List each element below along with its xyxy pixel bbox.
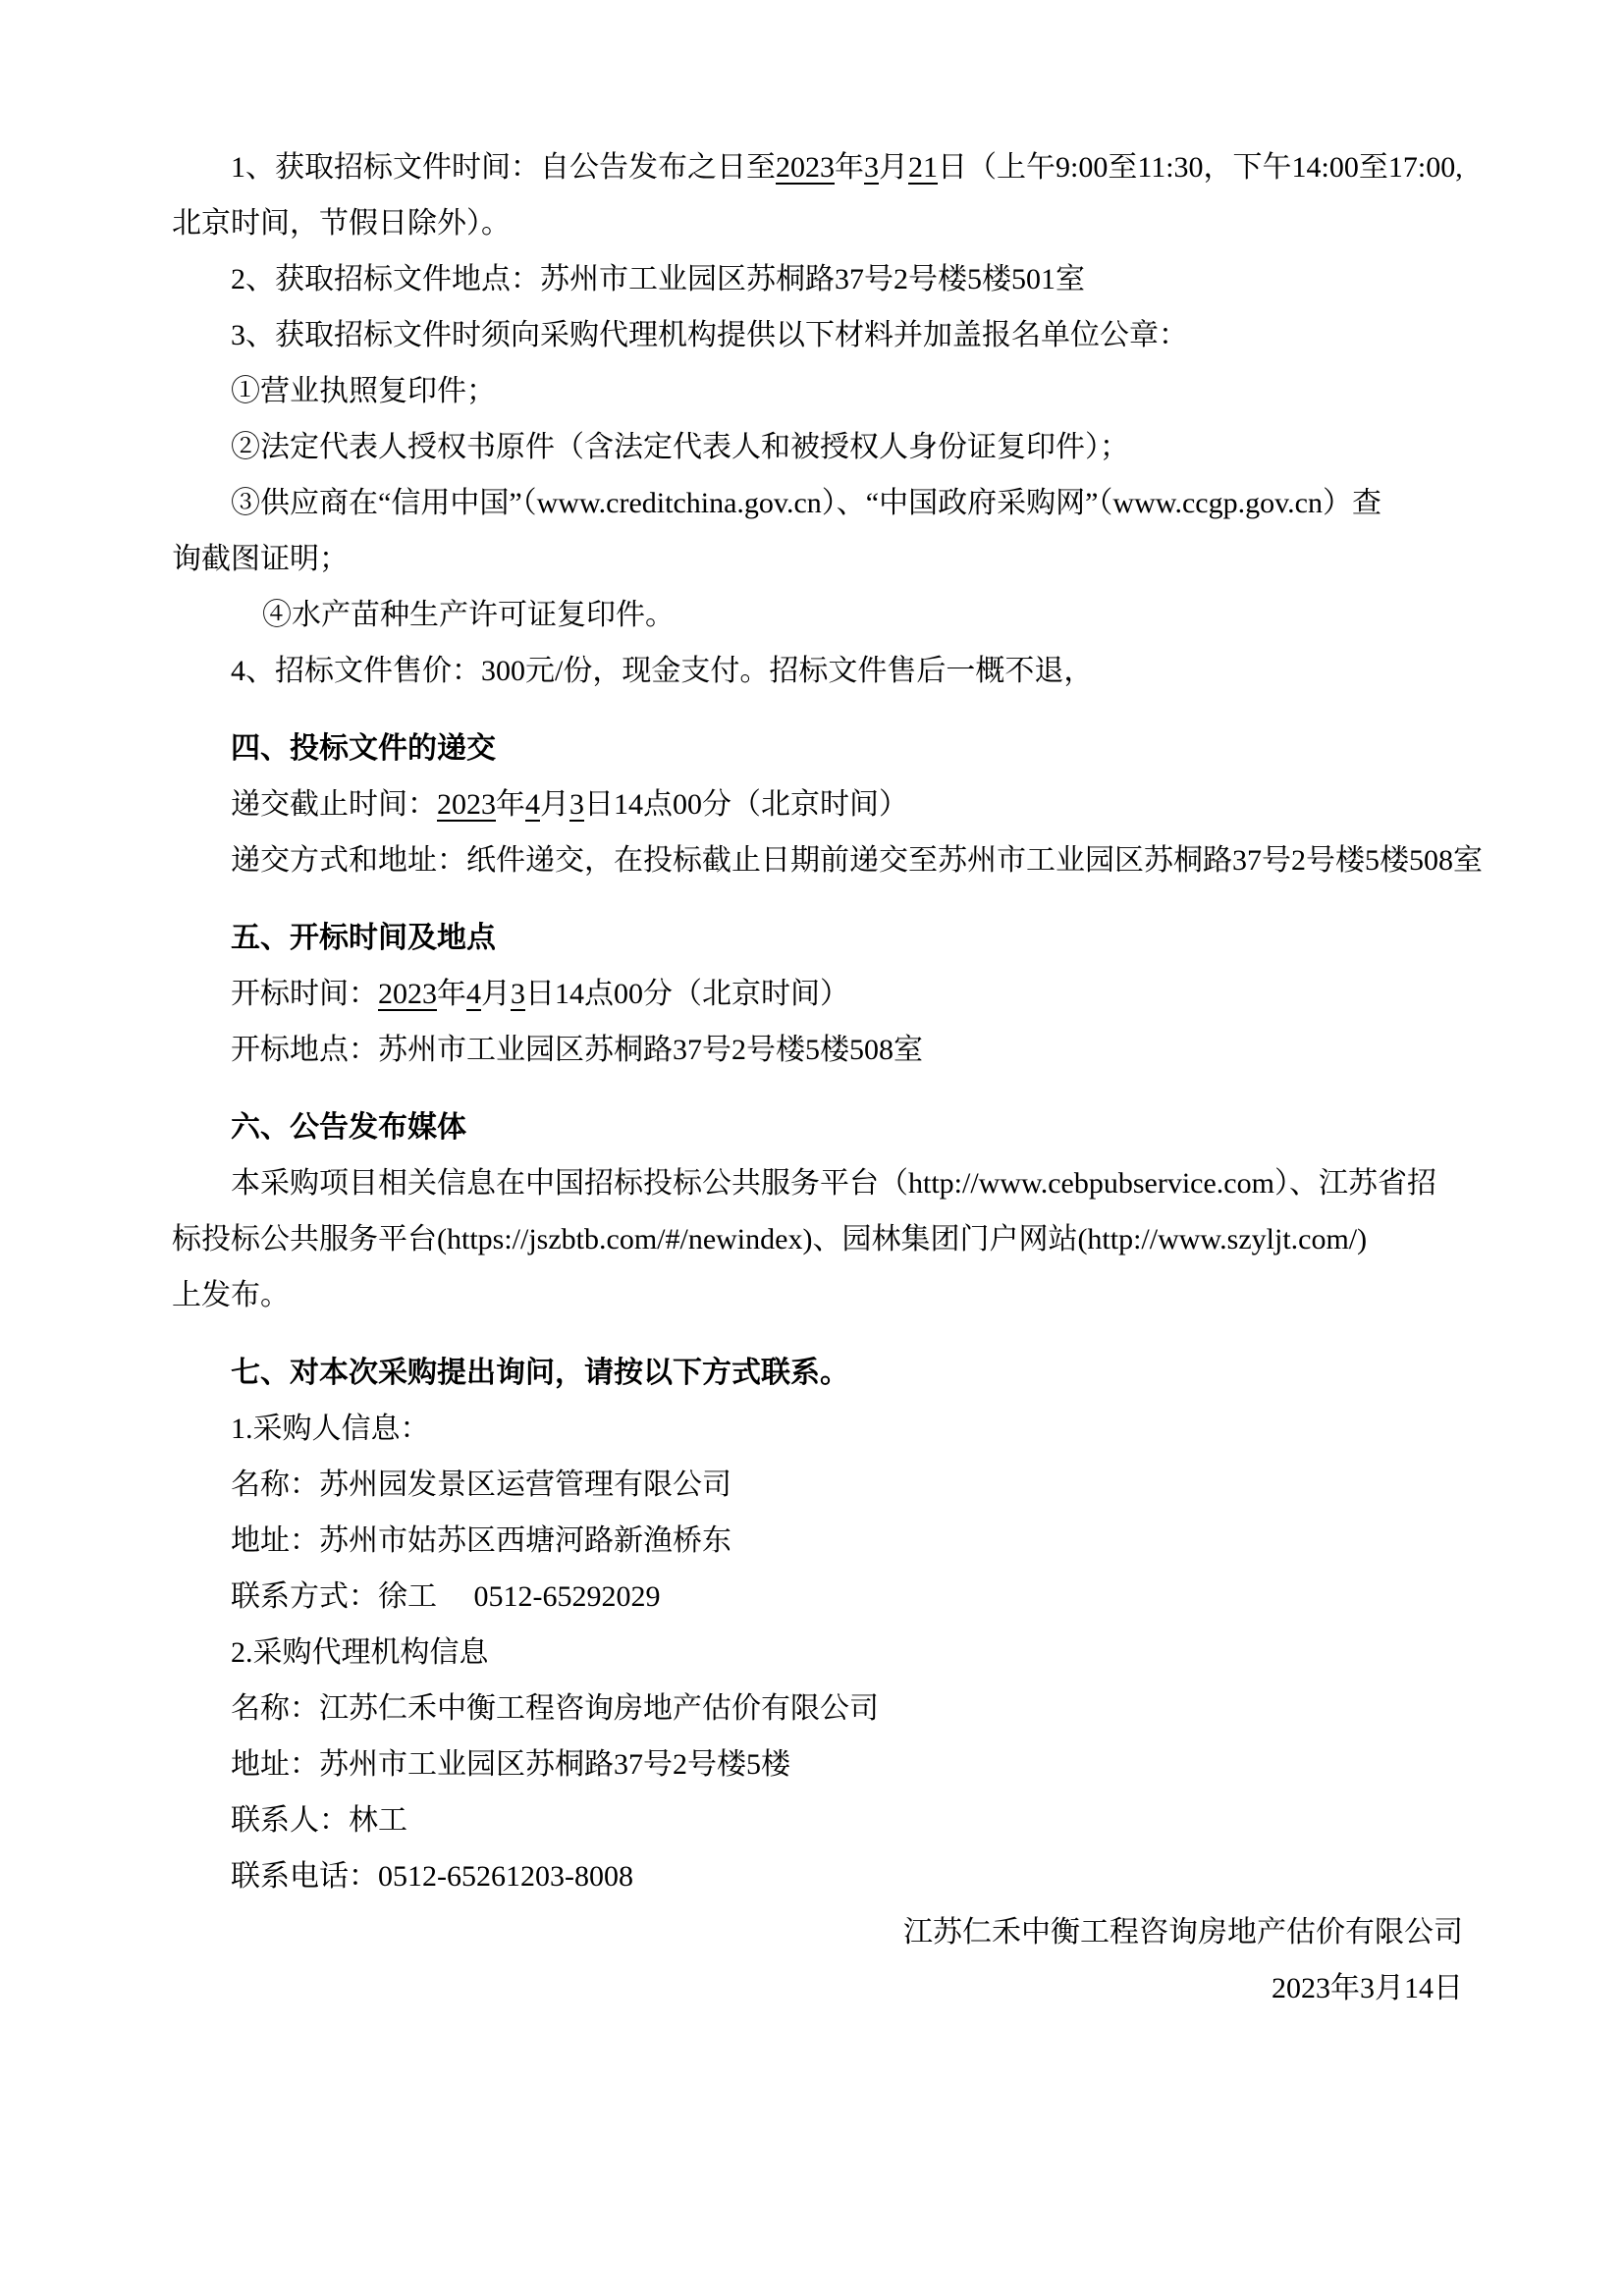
text-run: 名称：江苏仁禾中衡工程咨询房地产估价有限公司	[231, 1692, 879, 1725]
text-run: 日14点00分（北京时间）	[525, 978, 849, 1010]
text-run: 七、对本次采购提出询问，请按以下方式联系。	[231, 1357, 849, 1389]
item-3-sub-4	[172, 587, 1463, 643]
item-3	[172, 307, 1463, 363]
agency-name	[172, 1681, 1463, 1736]
underlined-text-run: 3	[569, 788, 584, 821]
underlined-text-run: 2023	[378, 978, 437, 1010]
submission-deadline	[172, 776, 1463, 832]
heading-section-5	[172, 910, 1463, 966]
text-run: 3、获取招标文件时须向采购代理机构提供以下材料并加盖报名单位公章：	[231, 319, 1188, 351]
text-run: 1.采购人信息：	[231, 1413, 430, 1445]
signature-date	[172, 1960, 1463, 2016]
underlined-text-run: 4	[466, 978, 481, 1010]
text-run: 六、公告发布媒体	[231, 1111, 466, 1144]
text-run: 年	[437, 978, 466, 1010]
purchaser-address	[172, 1513, 1463, 1569]
media-line1	[172, 1155, 1463, 1211]
purchaser-info-title	[172, 1401, 1463, 1457]
purchaser-contact	[172, 1569, 1463, 1625]
item-2	[172, 251, 1463, 307]
text-run: 2.采购代理机构信息	[231, 1636, 489, 1669]
text-run: 2023年3月14日	[1272, 1972, 1463, 2004]
media-line2	[172, 1211, 1463, 1267]
item-3-sub-1	[172, 363, 1463, 419]
item-3-sub-2	[172, 419, 1463, 475]
bid-opening-time	[172, 966, 1463, 1022]
text-run: 开标时间：	[231, 978, 378, 1010]
text-run: 标投标公共服务平台(https://jszbtb.com/#/newindex)、园林集团门户网站(http://www.szyljt.com/)	[172, 1223, 1368, 1255]
heading-section-7	[172, 1345, 1463, 1401]
bid-opening-place	[172, 1022, 1463, 1078]
text-run: 月	[540, 788, 569, 821]
submission-method-address	[172, 832, 1483, 888]
heading-section-4	[172, 721, 1463, 776]
text-run: 2、获取招标文件地点：苏州市工业园区苏桐路37号2号楼5楼501室	[231, 263, 1085, 295]
text-run: 联系方式：徐工 0512-65292029	[231, 1580, 661, 1613]
text-run: 日（上午9:00至11:30，下午14:00至17:00,	[938, 151, 1463, 184]
text-run: 1、获取招标文件时间：自公告发布之日至	[231, 151, 776, 184]
text-run: 地址：苏州市工业园区苏桐路37号2号楼5楼	[231, 1748, 790, 1781]
text-run: 日14点00分（北京时间）	[584, 788, 908, 821]
underlined-text-run: 3	[511, 978, 525, 1010]
underlined-text-run: 21	[908, 151, 938, 184]
text-run: 四、投标文件的递交	[231, 732, 496, 765]
item-1-line2	[172, 195, 1463, 251]
text-run: 联系人：林工	[231, 1804, 407, 1837]
text-run: 开标地点：苏州市工业园区苏桐路37号2号楼5楼508室	[231, 1034, 923, 1066]
text-run: 地址：苏州市姑苏区西塘河路新渔桥东	[231, 1524, 731, 1557]
text-run: 本采购项目相关信息在中国招标投标公共服务平台（http://www.cebpubservice.com）、江苏省招	[231, 1167, 1436, 1200]
media-line3	[172, 1267, 1463, 1323]
underlined-text-run: 3	[864, 151, 879, 184]
text-run: 联系电话：0512-65261203-8008	[231, 1860, 633, 1893]
agency-contact-phone	[172, 1848, 1463, 1904]
text-run: 上发布。	[172, 1279, 290, 1311]
agency-info-title	[172, 1625, 1463, 1681]
heading-section-6	[172, 1099, 1463, 1155]
text-run: 询截图证明；	[172, 543, 349, 575]
item-1-line1	[172, 139, 1463, 195]
text-run: 递交截止时间：	[231, 788, 437, 821]
underlined-text-run: 4	[525, 788, 540, 821]
item-4	[172, 643, 1463, 699]
underlined-text-run: 2023	[776, 151, 835, 184]
underlined-text-run: 2023	[437, 788, 496, 821]
text-run: 4、招标文件售价：300元/份，现金支付。招标文件售后一概不退，	[231, 655, 1094, 687]
item-3-sub-3-line1	[172, 475, 1463, 531]
text-run: 江苏仁禾中衡工程咨询房地产估价有限公司	[903, 1916, 1463, 1949]
text-run: 名称：苏州园发景区运营管理有限公司	[231, 1468, 731, 1501]
text-run: 递交方式和地址：纸件递交，在投标截止日期前递交至苏州市工业园区苏桐路37号2号楼5楼508室	[231, 844, 1483, 877]
agency-address	[172, 1736, 1463, 1792]
text-run: 北京时间，节假日除外）。	[172, 207, 511, 240]
text-run: 月	[879, 151, 908, 184]
item-3-sub-3-line2	[172, 531, 1463, 587]
text-run: 月	[481, 978, 511, 1010]
text-run: 年	[496, 788, 525, 821]
text-run: ②法定代表人授权书原件（含法定代表人和被授权人身份证复印件）；	[231, 431, 1129, 463]
signature-company	[172, 1904, 1463, 1960]
agency-contact-person	[172, 1792, 1463, 1848]
text-run: 年	[835, 151, 864, 184]
text-run: ③供应商在“信用中国”（www.creditchina.gov.cn）、“中国政府采购网”（www.ccgp.gov.cn）查	[231, 487, 1381, 519]
text-run: ①营业执照复印件；	[231, 375, 496, 407]
purchaser-name	[172, 1457, 1463, 1513]
text-run: ④水产苗种生产许可证复印件。	[262, 599, 675, 631]
text-run: 五、开标时间及地点	[231, 922, 496, 954]
